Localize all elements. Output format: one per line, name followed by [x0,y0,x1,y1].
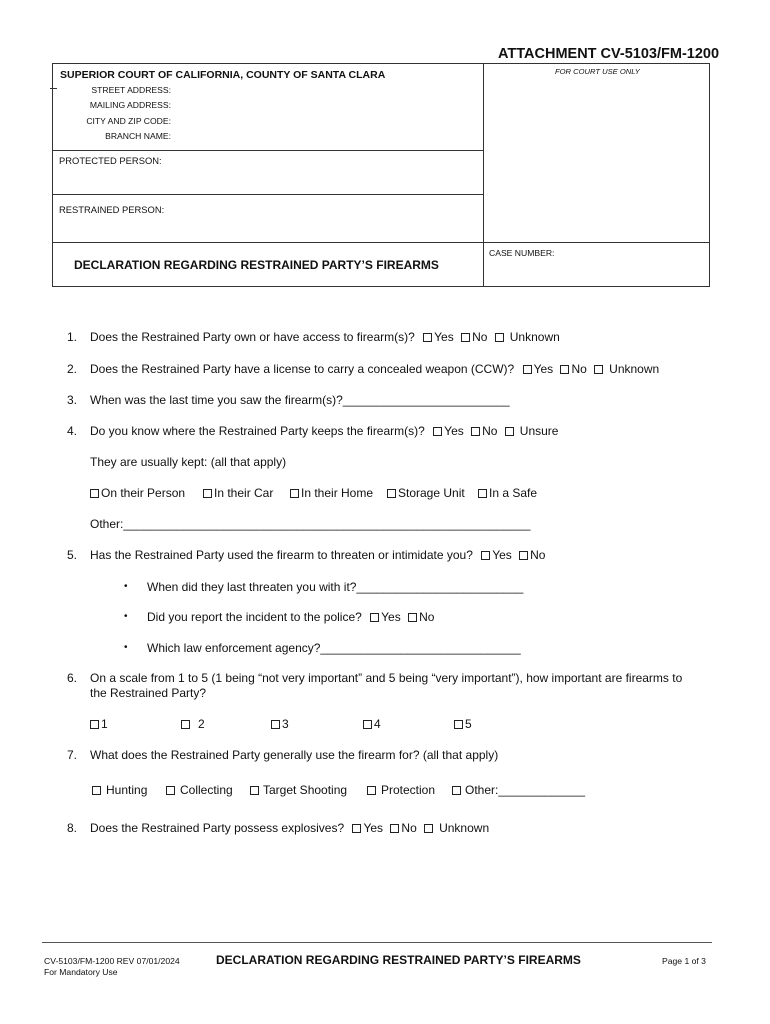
checkbox[interactable] [387,489,396,498]
question-5-number: 5. [67,548,78,562]
checkbox-yes[interactable] [352,824,361,833]
checkbox[interactable] [90,489,99,498]
scale-option-2[interactable] [181,717,205,731]
option-label: 3 [282,717,289,731]
option-label: Hunting [106,783,148,797]
option-label: Protection [381,783,436,797]
option-label: 4 [374,717,381,731]
court-use-only-label: FOR COURT USE ONLY [555,67,640,76]
law-enforcement-agency-field[interactable]: Which law enforcement agency?______________________________ [147,641,521,655]
checkbox-no[interactable] [390,824,399,833]
use-hunting[interactable] [92,783,147,797]
option-label: Other:_____________ [465,783,586,797]
checkbox[interactable] [250,786,259,795]
form-number: CV-5103/FM-1200 REV 07/01/2024 [44,956,180,966]
question-6-number: 6. [67,671,78,685]
caption-divider [483,64,484,287]
usually-kept-label: They are usually kept: (all that apply) [90,455,287,469]
option-label: No [530,548,546,562]
option-label: In their Car [214,486,274,500]
option-label: 1 [101,717,108,731]
city-zip-label: CITY AND ZIP CODE: [86,116,171,126]
caption-rule [53,194,483,195]
option-label: Yes [492,548,512,562]
question-text: Has the Restrained Party used the firearm to threaten or intimidate you? [90,548,473,562]
question-3-text[interactable]: When was the last time you saw the firearm(s)?_________________________ [90,393,510,407]
checkbox[interactable] [478,489,487,498]
mandatory-use-label: For Mandatory Use [44,967,118,977]
question-4-row [90,424,558,439]
footer-title: DECLARATION REGARDING RESTRAINED PARTY’S FIREARMS [216,953,581,967]
checkbox-yes[interactable] [481,551,490,560]
option-label: Yes [533,362,554,376]
question-3-number: 3. [67,393,78,407]
option-label: Collecting [180,783,233,797]
question-8-number: 8. [67,821,78,835]
use-target-shooting[interactable] [250,783,347,797]
checkbox[interactable] [452,786,461,795]
option-in-car[interactable] [203,486,273,500]
checkbox[interactable] [90,720,99,729]
reported-police-row [147,610,434,625]
option-label: Yes [444,424,464,438]
question-text: Does the Restrained Party have a license to carry a concealed weapon (CCW)? [90,362,515,376]
option-label: Unsure [519,424,559,438]
question-6-line1: On a scale from 1 to 5 (1 being “not very important” and 5 being “very important”), how important are firearms to [90,671,683,685]
question-1 [67,330,77,345]
option-label: On their Person [101,486,186,500]
option-label: 5 [465,717,472,731]
mailing-address-label: MAILING ADDRESS: [89,100,171,110]
checkbox[interactable] [166,786,175,795]
attachment-title: ATTACHMENT CV-5103/FM-1200 [498,46,720,62]
option-label: Unknown [509,330,560,344]
option-label: Yes [381,610,401,624]
caption-rule [53,242,710,243]
bullet: • [124,611,128,622]
option-label: Target Shooting [263,783,348,797]
scale-option-3[interactable] [271,717,289,731]
option-label: 2 [198,717,205,731]
caption-box [52,63,710,287]
restrained-person-label: RESTRAINED PERSON: [59,204,165,215]
street-address-label: STREET ADDRESS: [91,85,171,95]
checkbox[interactable] [290,489,299,498]
question-text: Does the Restrained Party own or have access to firearm(s)? [90,330,415,344]
question-7-text: What does the Restrained Party generally use the firearm for? (all that apply) [90,748,499,762]
caption-rule [53,150,483,151]
checkbox-no[interactable] [461,333,470,342]
last-threaten-field[interactable]: When did they last threaten you with it?_________________________ [147,580,524,594]
checkbox-unknown[interactable] [594,365,603,374]
footer-rule [42,942,712,943]
checkbox-no[interactable] [471,427,480,436]
option-label: No [472,330,488,344]
question-number: 1. [67,330,78,344]
checkbox[interactable] [367,786,376,795]
option-storage-unit[interactable] [387,486,465,500]
question-7-number: 7. [67,748,78,762]
option-on-person[interactable] [90,486,185,500]
checkbox-unknown[interactable] [424,824,433,833]
option-label: In a Safe [489,486,538,500]
scale-option-5[interactable] [454,717,472,731]
checkbox-yes[interactable] [423,333,432,342]
checkbox[interactable] [271,720,280,729]
option-label: No [401,821,417,835]
option-label: Storage Unit [398,486,465,500]
margin-tick [50,88,57,89]
option-label: Unknown [439,821,490,835]
question-6-line2: the Restrained Party? [90,686,207,700]
option-label: Unknown [609,362,660,376]
use-other[interactable] [452,783,585,797]
question-text: Do you know where the Restrained Party keeps the firearm(s)? [90,424,425,438]
page-number: Page 1 of 3 [662,956,706,966]
checkbox-yes[interactable] [370,613,379,622]
checkbox-unsure[interactable] [505,427,514,436]
bullet: • [124,581,128,592]
bullet: • [124,642,128,653]
checkbox[interactable] [181,720,190,729]
checkbox-unknown[interactable] [495,333,504,342]
option-label: No [482,424,498,438]
option-label: Yes [434,330,454,344]
question-text: Did you report the incident to the police? [147,610,362,624]
case-number-label: CASE NUMBER: [489,248,555,258]
checkbox-yes[interactable] [523,365,532,374]
question-2-row [90,362,659,377]
option-label: In their Home [301,486,374,500]
scale-option-1[interactable] [90,717,108,731]
checkbox-no[interactable] [519,551,528,560]
option-in-safe[interactable] [478,486,537,500]
branch-name-label: BRANCH NAME: [105,131,171,141]
option-in-home[interactable] [290,486,373,500]
checkbox[interactable] [92,786,101,795]
checkbox[interactable] [363,720,372,729]
checkbox-yes[interactable] [433,427,442,436]
question-5-row [90,548,545,563]
other-location-field[interactable]: Other:_____________________________________________________________ [90,517,531,531]
scale-option-4[interactable] [363,717,381,731]
option-label: Yes [363,821,384,835]
question-8-row [90,821,489,836]
option-label: No [419,610,435,624]
checkbox-no[interactable] [560,365,569,374]
question-2-number: 2. [67,362,78,376]
checkbox[interactable] [454,720,463,729]
court-name: SUPERIOR COURT OF CALIFORNIA, COUNTY OF SANTA CLARA [60,69,386,81]
protected-person-label: PROTECTED PERSON: [59,155,162,166]
form-title: DECLARATION REGARDING RESTRAINED PARTY’S FIREARMS [74,258,439,272]
question-text: Does the Restrained Party possess explosives? [90,821,345,835]
checkbox[interactable] [203,489,212,498]
option-label: No [571,362,587,376]
question-1-row [90,330,560,345]
use-collecting[interactable] [166,783,233,797]
question-4-number: 4. [67,424,78,438]
use-protection[interactable] [367,783,435,797]
checkbox-no[interactable] [408,613,417,622]
